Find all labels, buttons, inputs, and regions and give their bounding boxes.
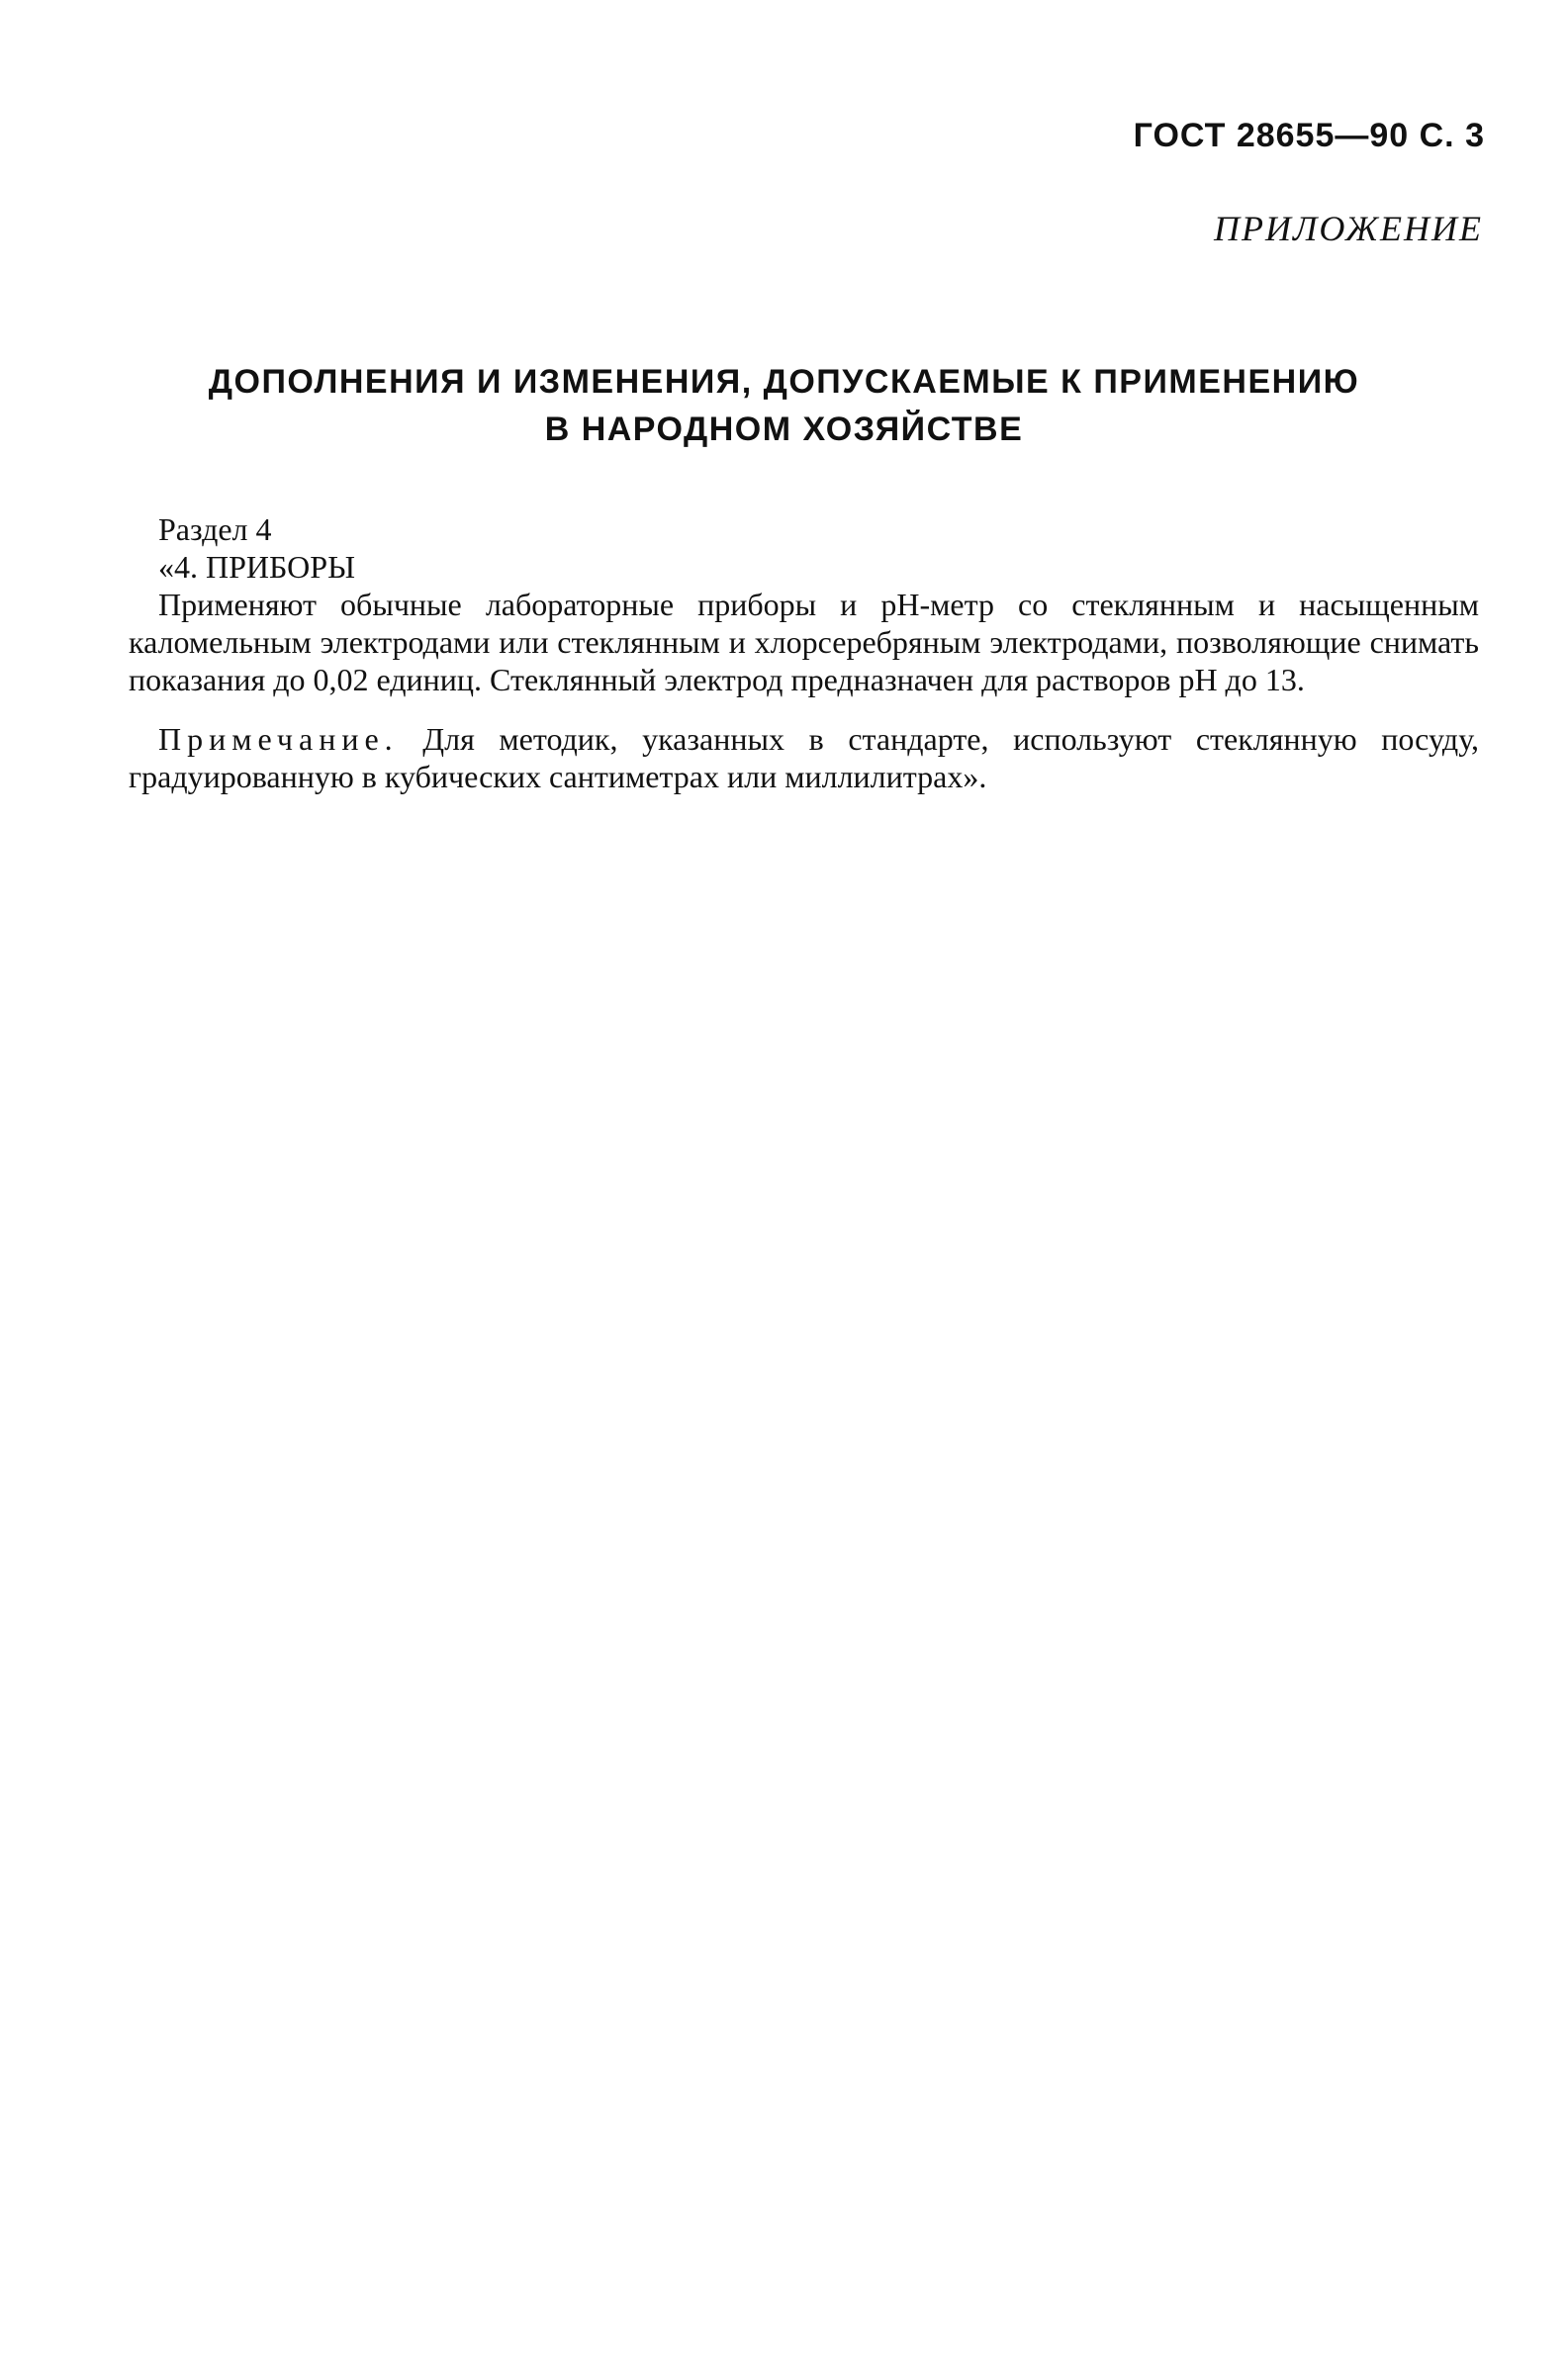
section-title: «4. ПРИБОРЫ [158, 549, 355, 585]
appendix-title [119, 358, 1449, 453]
document-id: ГОСТ 28655—90 С. 3 [1133, 117, 1485, 154]
title-line-1: ДОПОЛНЕНИЯ И ИЗМЕНЕНИЯ, ДОПУСКАЕМЫЕ К ПРИМЕНЕНИЮ [208, 363, 1360, 401]
note-text: Для методик, указанных в стандарте, используют стеклянную посуду, градуированную в кубических сантиметрах или миллилитрах». [129, 721, 1479, 794]
note [129, 720, 1479, 795]
instruments-paragraph: Применяют обычные лабораторные приборы и рН-метр со стеклянным и насыщенным каломельным электродами или стеклянным и хлорсеребряным электродами, позволяющие снимать показания до 0,02 единиц. Стеклянный электрод предназначен для растворов рН до 13. [129, 587, 1479, 697]
title-line-2: В НАРОДНОМ ХОЗЯЙСТВЕ [544, 411, 1024, 448]
appendix-label: ПРИЛОЖЕНИЕ [1214, 209, 1483, 248]
body-text [129, 510, 1479, 795]
section-reference: Раздел 4 [158, 511, 272, 547]
note-label: Примечание. [158, 721, 399, 757]
